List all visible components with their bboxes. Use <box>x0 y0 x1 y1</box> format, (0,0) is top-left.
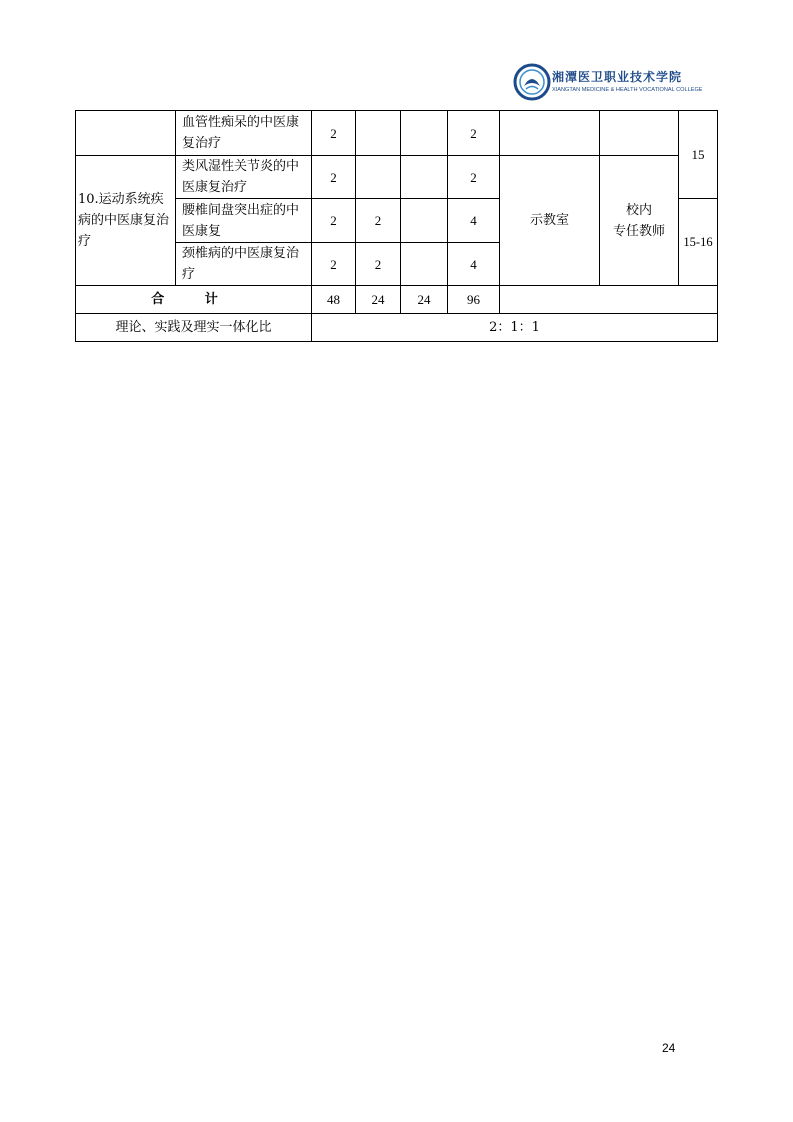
table-row <box>76 111 718 156</box>
total-hours: 4 <box>448 243 500 286</box>
topic-name: 颈椎病的中医康复治疗 <box>176 243 312 286</box>
total-hours: 4 <box>448 199 500 243</box>
topic-name: 血管性痴呆的中医康复治疗 <box>176 111 312 156</box>
practice-hours <box>356 156 401 199</box>
total-hours: 2 <box>448 111 500 156</box>
ratio-label: 理论、实践及理实一体化比 <box>76 314 312 342</box>
ratio-row <box>76 314 718 342</box>
chapter-title: 10.运动系统疾病的中医康复治疗 <box>76 156 176 286</box>
total-hours: 2 <box>448 156 500 199</box>
theory-hours: 2 <box>312 111 356 156</box>
ratio-value: 2：1：1 <box>312 314 718 342</box>
teacher-line-1: 校内 <box>625 202 652 218</box>
integrated-hours <box>401 199 448 243</box>
theory-hours: 2 <box>312 199 356 243</box>
page-number: 24 <box>662 1041 676 1055</box>
table-row <box>76 156 718 199</box>
week-cell: 15 <box>679 111 718 199</box>
total-blank <box>500 286 718 314</box>
chapter-cell-empty <box>76 111 176 156</box>
practice-hours: 2 <box>356 243 401 286</box>
location-cell: 示教室 <box>500 156 600 286</box>
total-row <box>76 286 718 314</box>
location-cell-empty <box>500 111 600 156</box>
week-range-cell: 15-16 <box>679 199 718 286</box>
total-theory: 48 <box>312 286 356 314</box>
practice-hours: 2 <box>356 199 401 243</box>
college-name: 湘潭医卫职业技术学院 <box>552 70 683 84</box>
theory-hours: 2 <box>312 243 356 286</box>
college-english-name: XIANGTAN MEDICINE & HEALTH VOCATIONAL COLLEGE <box>552 87 703 93</box>
total-practice: 24 <box>356 286 401 314</box>
integrated-hours <box>401 156 448 199</box>
teacher-cell-empty <box>600 111 679 156</box>
teacher-line-2: 专任教师 <box>612 223 665 239</box>
topic-name: 类风湿性关节炎的中医康复治疗 <box>176 156 312 199</box>
topic-name: 腰椎间盘突出症的中医康复 <box>176 199 312 243</box>
total-integrated: 24 <box>401 286 448 314</box>
total-all: 96 <box>448 286 500 314</box>
theory-hours: 2 <box>312 156 356 199</box>
teacher-cell <box>600 156 679 286</box>
integrated-hours <box>401 111 448 156</box>
practice-hours <box>356 111 401 156</box>
total-label: 合 计 <box>76 286 312 314</box>
integrated-hours <box>401 243 448 286</box>
course-schedule-table <box>75 110 718 342</box>
